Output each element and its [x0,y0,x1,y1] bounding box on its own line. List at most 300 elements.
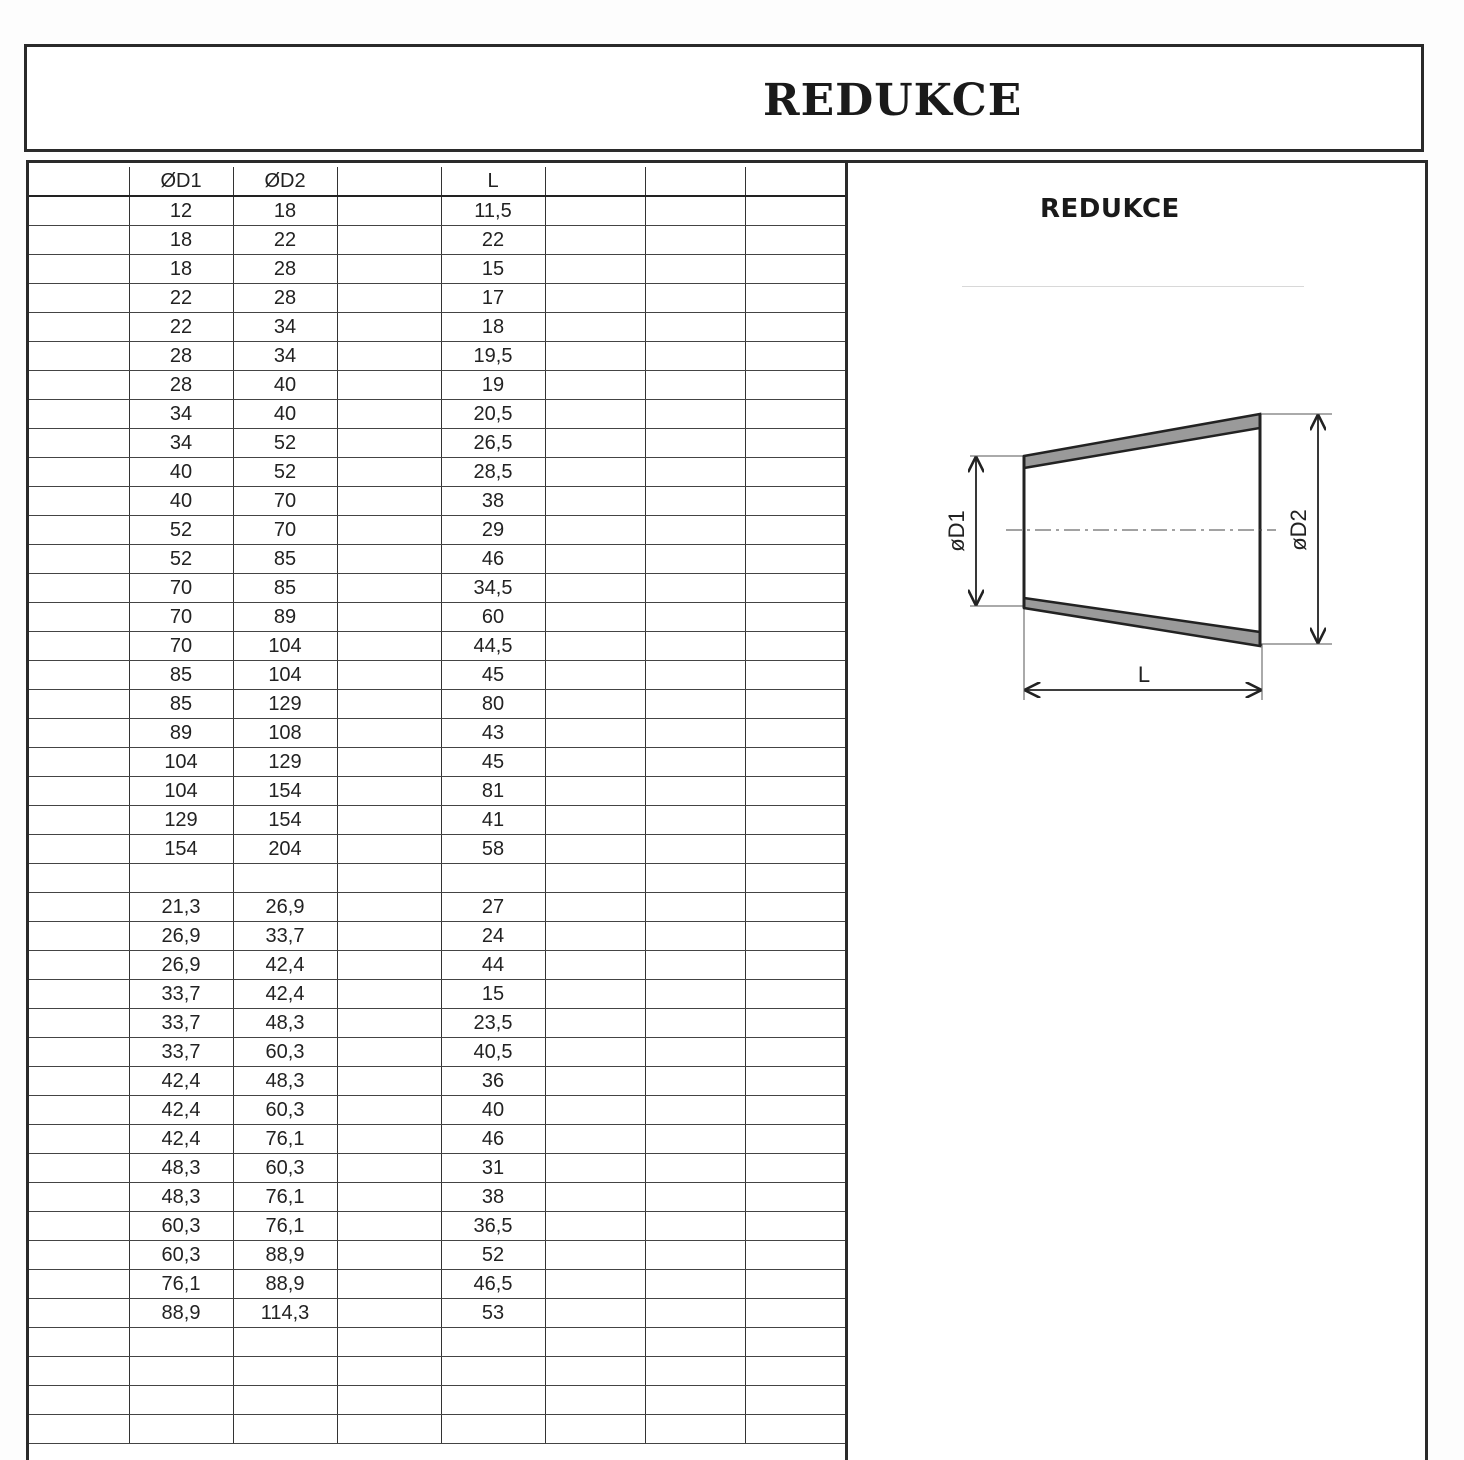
table-cell [337,487,441,516]
table-cell: 42,4 [129,1096,233,1125]
table-row [29,1357,845,1386]
table-cell: 70 [129,632,233,661]
table-cell: 85 [129,661,233,690]
table-cell: 19 [441,371,545,400]
table-row [29,748,845,777]
table-cell [745,777,845,806]
column-header: ØD2 [233,167,337,196]
table-cell [745,284,845,313]
table-cell [29,255,129,284]
table-cell [29,980,129,1009]
table-row [29,1241,845,1270]
table-row [29,458,845,487]
table-row [29,1270,845,1299]
table-cell [645,400,745,429]
table-cell [645,893,745,922]
table-cell: 104 [129,777,233,806]
table-cell: 76,1 [233,1125,337,1154]
table-cell: 85 [233,574,337,603]
table-cell [645,1038,745,1067]
table-row [29,284,845,313]
table-cell [337,951,441,980]
table-cell [745,400,845,429]
table-cell [233,1328,337,1357]
table-cell: 29 [441,516,545,545]
table-cell [745,632,845,661]
table-cell [337,632,441,661]
table-cell: 26,9 [129,922,233,951]
table-cell [337,777,441,806]
table-cell: 43 [441,719,545,748]
table-cell: 21,3 [129,893,233,922]
table-cell [337,1009,441,1038]
table-cell: 34 [233,342,337,371]
table-cell [29,1386,129,1415]
table-cell [233,1357,337,1386]
table-cell [545,1328,645,1357]
table-cell [545,429,645,458]
table-cell: 204 [233,835,337,864]
table-cell [29,487,129,516]
table-cell [545,806,645,835]
table-cell: 18 [441,313,545,342]
table-row [29,893,845,922]
table-cell: 28 [233,284,337,313]
table-cell [745,1183,845,1212]
table-row [29,1299,845,1328]
table-cell [645,1096,745,1125]
table-cell [29,545,129,574]
table-cell [545,1009,645,1038]
table-cell [29,1299,129,1328]
table-row [29,1415,845,1444]
table-cell: 129 [129,806,233,835]
table-cell: 104 [129,748,233,777]
table-cell [545,980,645,1009]
table-cell [545,487,645,516]
table-cell: 104 [233,661,337,690]
table-cell: 46,5 [441,1270,545,1299]
table-cell [745,951,845,980]
table-cell [29,922,129,951]
table-cell [645,951,745,980]
main-frame [26,160,1428,1460]
table-cell [337,1386,441,1415]
table-cell: 33,7 [129,1009,233,1038]
table-cell [645,1154,745,1183]
table-cell [545,342,645,371]
table-cell [545,632,645,661]
table-cell [645,603,745,632]
table-row [29,574,845,603]
table-cell [545,1125,645,1154]
table-row [29,1067,845,1096]
table-cell: 76,1 [233,1183,337,1212]
table-cell: 154 [129,835,233,864]
table-cell: 24 [441,922,545,951]
table-cell [645,1328,745,1357]
table-cell [745,603,845,632]
table-row [29,1096,845,1125]
table-cell [545,1183,645,1212]
table-cell: 40 [441,1096,545,1125]
table-cell: 89 [129,719,233,748]
table-cell: 40 [233,371,337,400]
table-cell: 52 [129,545,233,574]
table-cell [337,284,441,313]
table-cell [645,661,745,690]
table-cell: 108 [233,719,337,748]
table-cell: 17 [441,284,545,313]
table-cell [337,748,441,777]
table-cell [545,777,645,806]
table-cell: 76,1 [129,1270,233,1299]
table-row [29,313,845,342]
table-cell [545,226,645,255]
column-header: ØD1 [129,167,233,196]
table-cell [441,1357,545,1386]
table-cell [645,371,745,400]
table-cell [745,1328,845,1357]
dimension-table [29,167,845,1444]
table-cell: 48,3 [233,1067,337,1096]
table-cell [745,1270,845,1299]
table-cell [29,1357,129,1386]
table-row [29,661,845,690]
table-cell: 52 [233,429,337,458]
table-cell [29,1009,129,1038]
table-cell [337,1241,441,1270]
reducer-bottom-wall [1024,598,1260,646]
table-cell [233,1386,337,1415]
table-cell: 70 [129,574,233,603]
table-cell [645,284,745,313]
table-row [29,632,845,661]
table-cell: 89 [233,603,337,632]
table-cell [745,545,845,574]
table-cell [645,690,745,719]
table-cell: 154 [233,777,337,806]
table-cell: 22 [233,226,337,255]
table-cell [745,313,845,342]
table-row [29,1183,845,1212]
table-cell: 60,3 [129,1241,233,1270]
table-cell [645,1386,745,1415]
table-cell [337,196,441,226]
table-cell [29,835,129,864]
table-row [29,835,845,864]
table-row [29,342,845,371]
table-cell [645,516,745,545]
table-row [29,1328,845,1357]
table-cell: 70 [233,487,337,516]
table-cell: 81 [441,777,545,806]
table-cell [545,516,645,545]
table-cell: 60 [441,603,545,632]
table-cell [337,1096,441,1125]
table-cell: 76,1 [233,1212,337,1241]
table-row [29,951,845,980]
reducer-top-wall [1024,414,1260,468]
table-cell: 114,3 [233,1299,337,1328]
table-cell [645,1212,745,1241]
table-cell [29,1038,129,1067]
table-cell: 46 [441,1125,545,1154]
table-row [29,255,845,284]
table-cell [545,893,645,922]
table-cell [745,516,845,545]
table-cell [745,806,845,835]
table-cell [29,574,129,603]
table-cell [337,1415,441,1444]
table-cell: 45 [441,661,545,690]
table-cell: 34 [129,429,233,458]
table-cell [337,864,441,893]
table-cell [337,226,441,255]
table-cell [337,1125,441,1154]
column-header [645,167,745,196]
table-cell [745,255,845,284]
table-cell: 42,4 [129,1067,233,1096]
table-cell: 60,3 [233,1154,337,1183]
table-cell [29,603,129,632]
table-cell: 154 [233,806,337,835]
table-cell [337,1299,441,1328]
table-cell [129,1328,233,1357]
table-cell: 22 [129,284,233,313]
table-cell [645,1357,745,1386]
column-header [545,167,645,196]
table-row [29,1038,845,1067]
table-cell [29,1328,129,1357]
table-cell: 33,7 [129,1038,233,1067]
table-cell [337,255,441,284]
table-cell [745,371,845,400]
table-cell: 42,4 [233,951,337,980]
table-cell [645,545,745,574]
table-cell [745,342,845,371]
table-cell [745,1125,845,1154]
table-cell [645,632,745,661]
table-cell: 46 [441,545,545,574]
table-cell [29,1154,129,1183]
table-cell [545,1299,645,1328]
column-header [29,167,129,196]
table-cell [545,458,645,487]
table-cell: 58 [441,835,545,864]
table-cell [337,1328,441,1357]
table-cell: 48,3 [129,1183,233,1212]
column-divider [845,163,848,1460]
table-cell [745,487,845,516]
table-cell [645,777,745,806]
table-cell [29,1212,129,1241]
table-row [29,429,845,458]
table-cell [745,429,845,458]
table-cell [337,429,441,458]
table-cell [745,690,845,719]
table-cell [29,313,129,342]
table-cell [545,1154,645,1183]
table-cell [337,603,441,632]
table-cell [645,429,745,458]
table-cell [745,719,845,748]
table-row [29,1386,845,1415]
table-cell [29,1241,129,1270]
table-cell [233,864,337,893]
table-cell [29,632,129,661]
table-cell: 42,4 [129,1125,233,1154]
table-cell [337,371,441,400]
table-cell: 41 [441,806,545,835]
table-cell [337,400,441,429]
table-cell [545,545,645,574]
table-cell: 48,3 [233,1009,337,1038]
table-cell [745,458,845,487]
table-cell [29,1125,129,1154]
table-cell [129,1386,233,1415]
table-cell: 40 [233,400,337,429]
table-cell: 26,9 [129,951,233,980]
table-cell [745,661,845,690]
table-cell [337,545,441,574]
table-cell [645,574,745,603]
table-cell: 36,5 [441,1212,545,1241]
label-l: L [1137,662,1151,687]
table-cell: 52 [129,516,233,545]
table-cell: 44 [441,951,545,980]
table-cell [545,284,645,313]
table-cell [29,1067,129,1096]
table-cell: 52 [233,458,337,487]
table-row [29,226,845,255]
table-cell [545,400,645,429]
table-cell [745,574,845,603]
table-cell [337,574,441,603]
table-cell: 22 [129,313,233,342]
table-cell [745,1299,845,1328]
divider-line [962,286,1304,287]
table-cell [645,255,745,284]
table-cell: 80 [441,690,545,719]
table-cell [337,342,441,371]
table-cell [645,1270,745,1299]
table-cell [29,806,129,835]
table-cell [645,313,745,342]
table-cell [545,719,645,748]
table-cell [645,980,745,1009]
page-title: REDUKCE [763,75,1023,126]
table-row [29,719,845,748]
table-cell [337,806,441,835]
table-row [29,690,845,719]
diagram-title: REDUKCE [1040,194,1180,224]
label-d2: øD2 [1286,509,1311,551]
table-cell [441,1386,545,1415]
table-cell [545,1415,645,1444]
table-cell: 18 [129,226,233,255]
table-row [29,1212,845,1241]
table-cell [745,893,845,922]
table-cell [645,864,745,893]
table-cell: 48,3 [129,1154,233,1183]
table-cell [645,719,745,748]
table-cell: 88,9 [233,1241,337,1270]
table-cell: 38 [441,487,545,516]
table-cell [29,1183,129,1212]
table-row [29,1009,845,1038]
table-cell: 15 [441,980,545,1009]
table-row [29,922,845,951]
table-cell: 85 [233,545,337,574]
table-cell [337,516,441,545]
table-cell: 85 [129,690,233,719]
table-cell [545,1212,645,1241]
table-cell [337,1212,441,1241]
table-cell [29,748,129,777]
table-cell [29,284,129,313]
table-cell [29,864,129,893]
table-cell [337,893,441,922]
table-cell [645,1125,745,1154]
table-cell: 34,5 [441,574,545,603]
table-row [29,545,845,574]
table-row [29,196,845,226]
table-cell: 28 [233,255,337,284]
table-cell: 52 [441,1241,545,1270]
table-cell [337,835,441,864]
table-cell [337,922,441,951]
table-cell [337,1270,441,1299]
table-cell: 129 [233,748,337,777]
table-cell: 15 [441,255,545,284]
table-row [29,1154,845,1183]
table-cell: 18 [129,255,233,284]
table-cell [337,458,441,487]
table-cell: 70 [129,603,233,632]
table-cell [645,1241,745,1270]
table-cell: 34 [129,400,233,429]
table-cell [545,922,645,951]
table-cell [29,400,129,429]
table-cell [745,196,845,226]
table-cell: 22 [441,226,545,255]
table-cell [645,226,745,255]
table-cell [29,1415,129,1444]
table-cell [29,719,129,748]
table-cell: 33,7 [129,980,233,1009]
table-cell [745,748,845,777]
table-cell: 28 [129,371,233,400]
table-cell: 19,5 [441,342,545,371]
table-cell [745,226,845,255]
table-cell [29,1096,129,1125]
table-cell [545,661,645,690]
table-cell [545,1386,645,1415]
table-cell [645,1415,745,1444]
table-cell [233,1415,337,1444]
table-cell: 38 [441,1183,545,1212]
table-cell: 28 [129,342,233,371]
table-cell: 129 [233,690,337,719]
table-cell: 44,5 [441,632,545,661]
table-cell [645,458,745,487]
table-cell [545,690,645,719]
table-cell [645,1067,745,1096]
table-cell: 40 [129,487,233,516]
table-cell: 12 [129,196,233,226]
reducer-diagram [920,400,1340,720]
